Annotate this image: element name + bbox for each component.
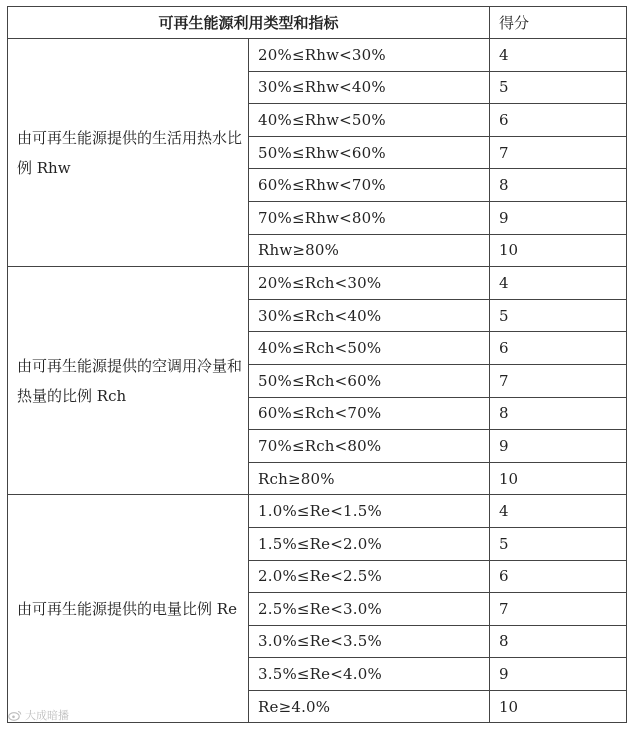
range-cell: 70%≤Rch<80% xyxy=(249,430,490,463)
score-cell: 9 xyxy=(490,430,627,463)
range-cell: 3.5%≤Re<4.0% xyxy=(249,658,490,691)
group-label: 由可再生能源提供的生活用热水比例 Rhw xyxy=(8,39,249,267)
range-cell: 30%≤Rhw<40% xyxy=(249,71,490,104)
score-cell: 4 xyxy=(490,39,627,72)
score-cell: 7 xyxy=(490,593,627,626)
range-cell: 2.0%≤Re<2.5% xyxy=(249,560,490,593)
range-cell: 1.0%≤Re<1.5% xyxy=(249,495,490,528)
range-cell: 40%≤Rhw<50% xyxy=(249,104,490,137)
score-cell: 4 xyxy=(490,495,627,528)
score-cell: 4 xyxy=(490,267,627,300)
weibo-icon xyxy=(8,710,22,721)
score-cell: 6 xyxy=(490,332,627,365)
score-cell: 9 xyxy=(490,658,627,691)
range-cell: 3.0%≤Re<3.5% xyxy=(249,625,490,658)
score-cell: 5 xyxy=(490,71,627,104)
range-cell: 1.5%≤Re<2.0% xyxy=(249,527,490,560)
score-cell: 6 xyxy=(490,560,627,593)
range-cell: 30%≤Rch<40% xyxy=(249,299,490,332)
score-cell: 10 xyxy=(490,690,627,723)
score-cell: 5 xyxy=(490,299,627,332)
group-label: 由可再生能源提供的空调用冷量和热量的比例 Rch xyxy=(8,267,249,495)
score-cell: 9 xyxy=(490,201,627,234)
score-cell: 8 xyxy=(490,625,627,658)
header-score: 得分 xyxy=(490,7,627,39)
range-cell: 60%≤Rhw<70% xyxy=(249,169,490,202)
group-label: 由可再生能源提供的电量比例 Re xyxy=(8,495,249,723)
score-cell: 7 xyxy=(490,364,627,397)
table-header-row xyxy=(8,7,627,39)
renewable-energy-score-table xyxy=(7,6,627,723)
score-cell: 5 xyxy=(490,527,627,560)
table-body xyxy=(8,39,627,723)
range-cell: Re≥4.0% xyxy=(249,690,490,723)
score-cell: 10 xyxy=(490,234,627,267)
score-cell: 6 xyxy=(490,104,627,137)
header-type-indicator: 可再生能源利用类型和指标 xyxy=(8,7,490,39)
watermark-text: 大成暗播 xyxy=(25,709,69,722)
range-cell: 50%≤Rhw<60% xyxy=(249,136,490,169)
range-cell: 2.5%≤Re<3.0% xyxy=(249,593,490,626)
table-row xyxy=(8,39,627,72)
range-cell: 70%≤Rhw<80% xyxy=(249,201,490,234)
range-cell: 60%≤Rch<70% xyxy=(249,397,490,430)
range-cell: 20%≤Rhw<30% xyxy=(249,39,490,72)
score-cell: 8 xyxy=(490,397,627,430)
score-cell: 10 xyxy=(490,462,627,495)
range-cell: 40%≤Rch<50% xyxy=(249,332,490,365)
table-row xyxy=(8,495,627,528)
range-cell: Rhw≥80% xyxy=(249,234,490,267)
watermark xyxy=(8,707,69,723)
score-cell: 8 xyxy=(490,169,627,202)
range-cell: 50%≤Rch<60% xyxy=(249,364,490,397)
range-cell: 20%≤Rch<30% xyxy=(249,267,490,300)
score-cell: 7 xyxy=(490,136,627,169)
table-row xyxy=(8,267,627,300)
range-cell: Rch≥80% xyxy=(249,462,490,495)
